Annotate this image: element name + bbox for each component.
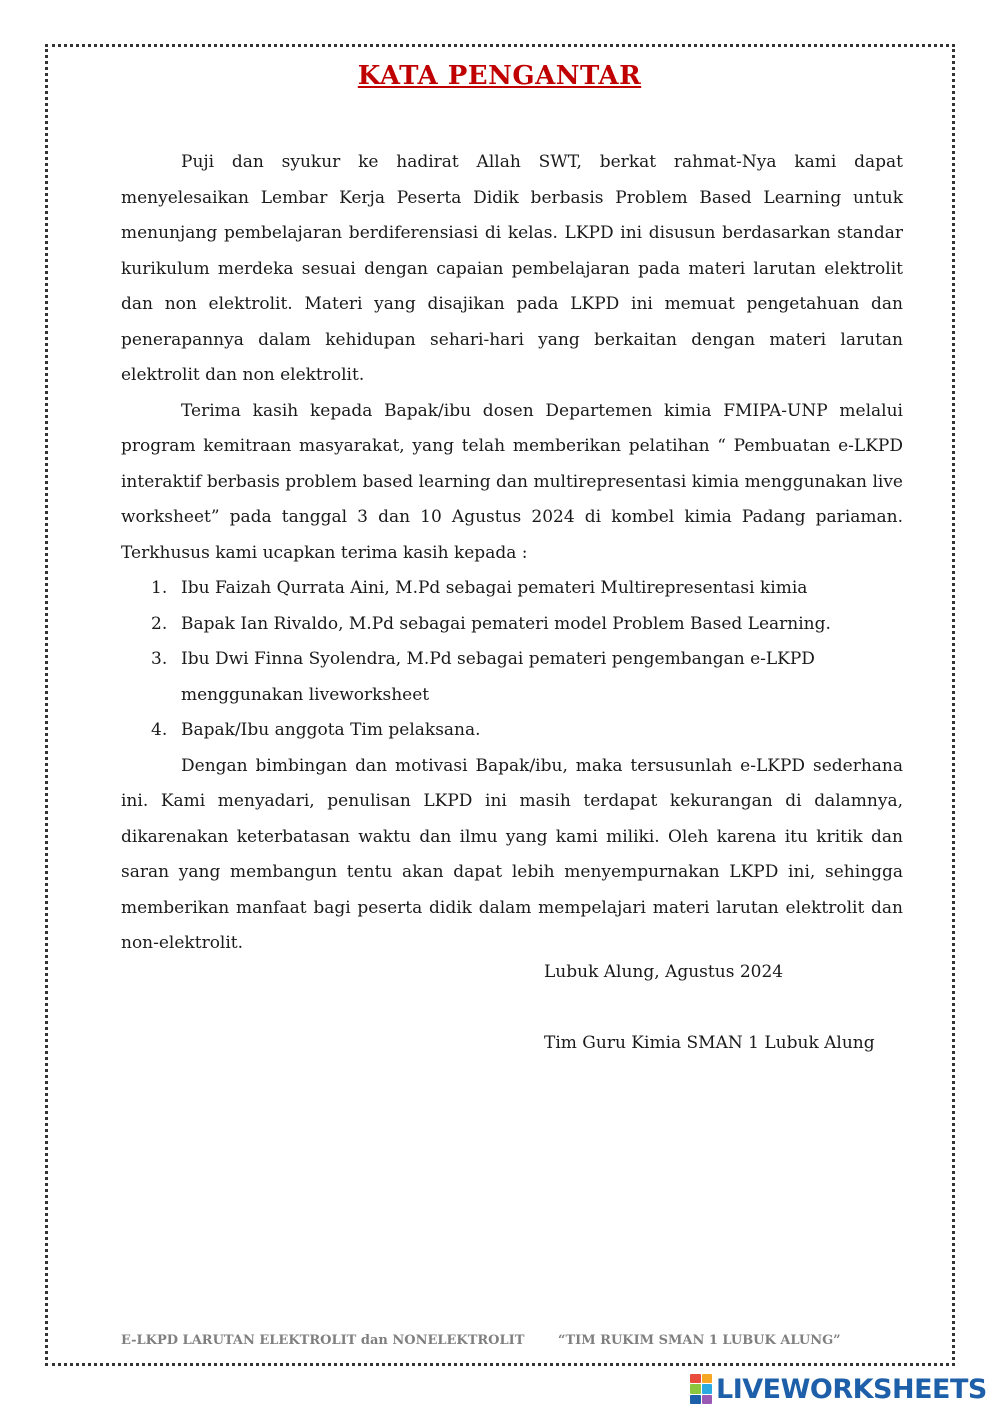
signature-author: Tim Guru Kimia SMAN 1 Lubuk Alung xyxy=(544,1033,875,1053)
page-title: KATA PENGANTAR xyxy=(357,61,642,91)
document-body xyxy=(121,145,903,962)
thanks-list xyxy=(121,571,903,749)
footer-right: “TIM RUKIM SMAN 1 LUBUK ALUNG” xyxy=(558,1333,841,1348)
list-item: 2. Bapak Ian Rivaldo, M.Pd sebagai pemateri model Problem Based Learning. xyxy=(151,613,831,634)
list-item: 1. Ibu Faizah Qurrata Aini, M.Pd sebagai pemateri Multirepresentasi kimia xyxy=(151,578,808,598)
liveworksheets-logo[interactable] xyxy=(690,1372,987,1406)
liveworksheets-icon xyxy=(690,1374,712,1404)
signature-place-date: Lubuk Alung, Agustus 2024 xyxy=(544,962,784,982)
closing-paragraph: Dengan bimbingan dan motivasi Bapak/ibu, maka tersusunlah e-LKPD sederhana ini. Kami menyadari, penulisan LKPD ini masih terdapat kekurangan di dalamnya, dikarenakan keterbatasan waktu dan ilmu yang kami miliki. Oleh karena itu kritik dan saran yang membangun tentu akan dapat lebih menyempurnakan LKPD ini, sehingga memberikan manfaat bagi peserta didik dalam mempelajari materi larutan elektrolit dan non-elektrolit. xyxy=(121,755,903,953)
list-item: 4. Bapak/Ibu anggota Tim pelaksana. xyxy=(151,720,481,740)
list-item: 3. Ibu Dwi Finna Syolendra, M.Pd sebagai pemateri pengembangan e-LKPD menggunakan liveworksheet xyxy=(151,649,815,705)
thanks-paragraph: Terima kasih kepada Bapak/ibu dosen Departemen kimia FMIPA-UNP melalui program kemitraan masyarakat, yang telah memberikan pelatihan “ Pembuatan e-LKPD interaktif berbasis problem based learning dan multirepresentasi kimia menggunakan live worksheet” pada tanggal 3 dan 10 Agustus 2024 di kombel kimia Padang pariaman. Terkhusus kami ucapkan terima kasih kepada : xyxy=(121,400,903,563)
intro-paragraph: Puji dan syukur ke hadirat Allah SWT, berkat rahmat-Nya kami dapat menyelesaikan Lembar Kerja Peserta Didik berbasis Problem Based Learning untuk menunjang pembelajaran berdiferensiasi di kelas. LKPD ini disusun berdasarkan standar kurikulum merdeka sesuai dengan capaian pembelajaran pada materi larutan elektrolit dan non elektrolit. Materi yang disajikan pada LKPD ini memuat pengetahuan dan penerapannya dalam kehidupan sehari-hari yang berkaitan dengan materi larutan elektrolit dan non elektrolit. xyxy=(121,152,903,385)
liveworksheets-wordmark: LIVEWORKSHEETS xyxy=(716,1373,987,1405)
footer-left: E-LKPD LARUTAN ELEKTROLIT dan NONELEKTROLIT xyxy=(121,1333,525,1348)
